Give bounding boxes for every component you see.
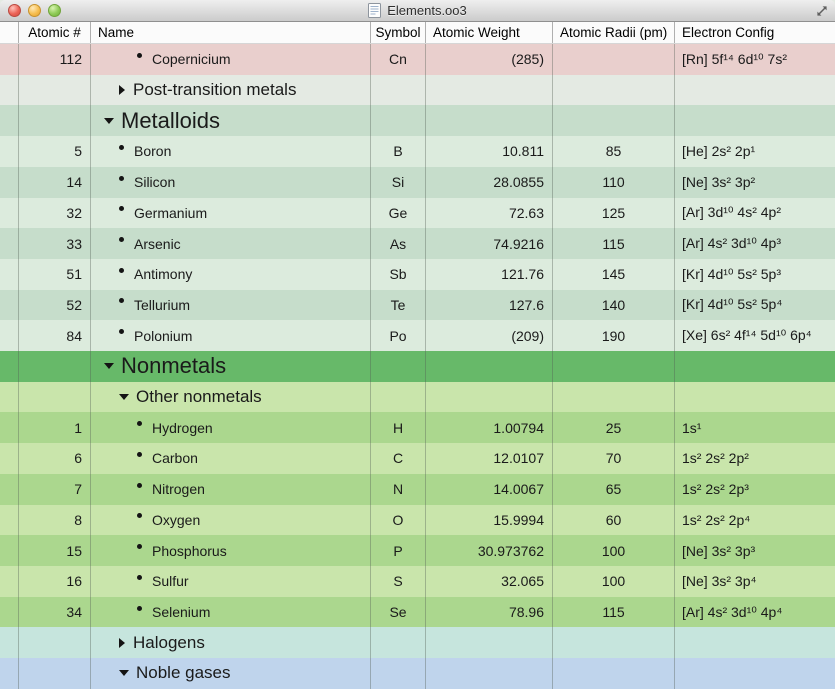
cell-name[interactable]: Selenium	[152, 604, 211, 620]
outline-row-nitrogen[interactable]	[0, 474, 835, 505]
column-header-atomic-radii[interactable]: Atomic Radii (pm)	[553, 22, 675, 43]
window-controls	[8, 4, 61, 17]
row-gutter	[0, 105, 19, 136]
row-handle-bullet-icon[interactable]	[119, 176, 124, 181]
disclosure-triangle-expanded-icon[interactable]	[119, 394, 129, 400]
row-gutter	[0, 658, 19, 689]
minimize-button[interactable]	[28, 4, 41, 17]
fullscreen-icon[interactable]	[815, 4, 829, 18]
cell-name[interactable]: Silicon	[134, 174, 176, 191]
outline-row-silicon[interactable]	[0, 167, 835, 198]
window-title: Elements.oo3	[387, 2, 467, 18]
cell-atomic-radii[interactable]: 65	[605, 481, 622, 498]
disclosure-triangle-expanded-icon[interactable]	[104, 363, 114, 369]
cell-electron-config[interactable]: [Kr] 4d¹⁰ 5s² 5p³	[682, 265, 781, 282]
cell-name[interactable]: Hydrogen	[152, 419, 213, 436]
cell-atomic-number[interactable]: 7	[74, 481, 82, 498]
outline-row-arsenic[interactable]	[0, 228, 835, 259]
row-handle-bullet-icon[interactable]	[119, 237, 124, 242]
cell-name[interactable]: Nonmetals	[121, 353, 227, 379]
cell-atomic-number[interactable]: 51	[66, 266, 82, 283]
row-gutter	[0, 320, 19, 351]
zoom-button[interactable]	[48, 4, 61, 17]
row-gutter	[0, 259, 19, 290]
cell-atomic-number[interactable]: 34	[66, 604, 82, 620]
row-gutter	[0, 443, 19, 474]
cell-electron-config[interactable]: [Ar] 4s² 3d¹⁰ 4p⁴	[682, 603, 783, 620]
disclosure-triangle-collapsed-icon[interactable]	[119, 85, 125, 95]
column-header-symbol[interactable]: Symbol	[371, 22, 426, 43]
row-gutter	[0, 228, 19, 259]
cell-atomic-number[interactable]: 16	[66, 573, 82, 590]
row-handle-bullet-icon[interactable]	[137, 575, 142, 580]
row-gutter	[0, 382, 19, 413]
cell-atomic-number[interactable]: 14	[66, 174, 82, 191]
cell-atomic-radii[interactable]: 125	[601, 204, 626, 221]
outline-row-antimony[interactable]	[0, 259, 835, 290]
cell-symbol[interactable]: Po	[389, 327, 407, 344]
cell-atomic-radii[interactable]: 115	[602, 235, 625, 252]
outline-row-tellurium[interactable]	[0, 290, 835, 321]
cell-electron-config[interactable]: [Kr] 4d¹⁰ 5s² 5p⁴	[682, 296, 783, 313]
cell-symbol[interactable]: Ge	[388, 204, 408, 221]
outline-row-sulfur[interactable]	[0, 566, 835, 597]
row-gutter	[0, 627, 19, 658]
row-gutter	[0, 44, 19, 75]
column-header-atomic-weight[interactable]: Atomic Weight	[426, 22, 553, 43]
cell-name[interactable]: Sulfur	[152, 573, 189, 590]
cell-atomic-weight[interactable]: (209)	[511, 327, 544, 344]
outline-row-nonmetals[interactable]	[0, 351, 835, 382]
outline-row-boron[interactable]	[0, 136, 835, 167]
disclosure-triangle-expanded-icon[interactable]	[119, 670, 129, 676]
row-handle-bullet-icon[interactable]	[137, 452, 142, 457]
cell-atomic-number[interactable]: 84	[66, 327, 82, 344]
cell-symbol[interactable]: H	[392, 419, 404, 436]
cell-symbol[interactable]: Sb	[389, 266, 407, 283]
cell-atomic-radii[interactable]: 100	[601, 542, 626, 559]
cell-atomic-radii[interactable]: 25	[605, 419, 622, 436]
cell-atomic-weight[interactable]: 15.9994	[493, 511, 544, 528]
row-gutter	[0, 535, 19, 566]
cell-symbol[interactable]: Cn	[389, 51, 407, 68]
cell-symbol[interactable]: O	[392, 511, 404, 528]
cell-electron-config[interactable]: [Ne] 3s² 3p³	[682, 542, 756, 559]
outline-row-hydrogen[interactable]	[0, 412, 835, 443]
cell-name[interactable]: Metalloids	[121, 107, 221, 133]
close-button[interactable]	[8, 4, 21, 17]
row-gutter	[0, 167, 19, 198]
cell-name[interactable]: Halogens	[133, 632, 205, 652]
column-header-row	[0, 22, 835, 44]
row-gutter	[0, 412, 19, 443]
cell-atomic-radii[interactable]: 85	[605, 143, 622, 160]
cell-name[interactable]: Nitrogen	[152, 481, 205, 498]
row-gutter	[0, 198, 19, 229]
cell-atomic-weight[interactable]: 14.0067	[493, 481, 544, 498]
cell-symbol[interactable]: P	[393, 542, 403, 559]
cell-atomic-number[interactable]: 8	[74, 511, 82, 528]
cell-symbol[interactable]: Se	[389, 604, 407, 620]
row-handle-bullet-icon[interactable]	[119, 329, 124, 334]
cell-atomic-number[interactable]: 32	[66, 204, 82, 221]
cell-electron-config[interactable]: 1s² 2s² 2p³	[682, 481, 749, 498]
cell-atomic-radii[interactable]: 60	[605, 511, 622, 528]
outline-row-oxygen[interactable]	[0, 505, 835, 536]
cell-name[interactable]: Polonium	[134, 327, 193, 344]
cell-atomic-weight[interactable]: 12.0107	[493, 450, 544, 467]
cell-symbol[interactable]: C	[392, 450, 404, 467]
row-gutter	[0, 290, 19, 321]
outline-row-phosphorus[interactable]	[0, 535, 835, 566]
row-handle-bullet-icon[interactable]	[119, 206, 124, 211]
cell-name[interactable]: Other nonmetals	[136, 387, 262, 407]
outline-row-selenium[interactable]	[0, 597, 835, 628]
row-handle-bullet-icon[interactable]	[119, 145, 124, 150]
cell-atomic-number[interactable]: 52	[66, 296, 82, 313]
row-handle-bullet-icon[interactable]	[137, 544, 142, 549]
outline-row-polonium[interactable]	[0, 320, 835, 351]
cell-atomic-weight[interactable]: 32.065	[501, 573, 544, 590]
cell-atomic-number[interactable]: 1	[74, 419, 82, 436]
cell-name[interactable]: Oxygen	[152, 511, 201, 528]
cell-atomic-number[interactable]: 6	[74, 450, 82, 467]
cell-symbol[interactable]: S	[393, 573, 403, 590]
cell-name[interactable]: Post-transition metals	[133, 80, 297, 100]
cell-electron-config[interactable]: [Ar] 3d¹⁰ 4s² 4p²	[682, 204, 781, 221]
row-handle-bullet-icon[interactable]	[137, 421, 142, 426]
row-gutter	[0, 75, 19, 106]
outline-row-carbon[interactable]	[0, 443, 835, 474]
cell-electron-config[interactable]: [Ne] 3s² 3p²	[682, 174, 756, 191]
cell-atomic-weight[interactable]: 78.96	[508, 604, 544, 620]
cell-symbol[interactable]: N	[392, 481, 404, 498]
cell-name[interactable]: Arsenic	[134, 235, 181, 252]
cell-atomic-radii[interactable]: 140	[601, 296, 626, 313]
cell-name[interactable]: Copernicium	[152, 51, 231, 68]
row-handle-bullet-icon[interactable]	[137, 483, 142, 488]
row-gutter	[0, 474, 19, 505]
cell-atomic-number[interactable]: 5	[74, 143, 82, 160]
cell-atomic-weight[interactable]: 28.0855	[493, 174, 544, 191]
cell-atomic-number[interactable]: 112	[59, 51, 82, 68]
outline-row-other-nonmetals[interactable]	[0, 382, 835, 413]
row-handle-bullet-icon[interactable]	[119, 298, 124, 303]
row-handle-bullet-icon[interactable]	[137, 513, 142, 518]
cell-electron-config[interactable]: [He] 2s² 2p¹	[682, 143, 756, 160]
row-gutter	[0, 566, 19, 597]
outline-row-germanium[interactable]	[0, 198, 835, 229]
cell-atomic-weight[interactable]: 74.9216	[493, 235, 544, 252]
cell-name[interactable]: Antimony	[134, 266, 193, 283]
cell-name[interactable]: Germanium	[134, 204, 208, 221]
cell-atomic-weight[interactable]: 1.00794	[493, 419, 544, 436]
cell-name[interactable]: Phosphorus	[152, 542, 227, 559]
cell-electron-config[interactable]: 1s¹	[682, 419, 702, 436]
header-gutter	[0, 22, 19, 43]
cell-symbol[interactable]: Te	[390, 296, 406, 313]
cell-symbol[interactable]: B	[393, 143, 403, 160]
cell-atomic-weight[interactable]: 127.6	[508, 296, 544, 313]
row-handle-bullet-icon[interactable]	[137, 606, 142, 611]
row-gutter	[0, 505, 19, 536]
cell-electron-config[interactable]: [Rn] 5f¹⁴ 6d¹⁰ 7s²	[682, 50, 787, 67]
cell-atomic-number[interactable]: 33	[66, 235, 82, 252]
row-handle-bullet-icon[interactable]	[137, 53, 142, 58]
disclosure-triangle-collapsed-icon[interactable]	[119, 638, 125, 648]
cell-electron-config[interactable]: [Ar] 4s² 3d¹⁰ 4p³	[682, 235, 781, 252]
cell-electron-config[interactable]: [Xe] 6s² 4f¹⁴ 5d¹⁰ 6p⁴	[682, 327, 812, 344]
outline-row-post-transition-metals[interactable]	[0, 75, 835, 106]
row-gutter	[0, 136, 19, 167]
title-group	[0, 0, 835, 20]
column-header-atomic-number[interactable]: Atomic #	[19, 22, 91, 43]
cell-name[interactable]: Boron	[134, 143, 172, 160]
cell-atomic-weight[interactable]: 121.76	[501, 266, 544, 283]
cell-atomic-number[interactable]: 15	[66, 542, 82, 559]
outline-row-noble-gases[interactable]	[0, 658, 835, 689]
outline-row-copernicium[interactable]	[0, 44, 835, 75]
cell-atomic-weight[interactable]: (285)	[511, 51, 544, 68]
cell-name[interactable]: Tellurium	[134, 296, 191, 313]
cell-electron-config[interactable]: [Ne] 3s² 3p⁴	[682, 573, 757, 590]
outline-row-metalloids[interactable]	[0, 105, 835, 136]
column-header-name[interactable]: Name	[91, 22, 371, 43]
row-handle-bullet-icon[interactable]	[119, 268, 124, 273]
cell-name[interactable]: Noble gases	[136, 663, 231, 683]
cell-atomic-radii[interactable]: 115	[602, 604, 625, 620]
cell-atomic-radii[interactable]: 145	[601, 266, 626, 283]
cell-symbol[interactable]: Si	[391, 174, 405, 191]
cell-atomic-radii[interactable]: 110	[602, 174, 625, 191]
cell-electron-config[interactable]: 1s² 2s² 2p⁴	[682, 511, 751, 528]
cell-atomic-weight[interactable]: 10.811	[502, 143, 544, 160]
disclosure-triangle-expanded-icon[interactable]	[104, 118, 114, 124]
cell-atomic-weight[interactable]: 72.63	[508, 204, 544, 221]
cell-atomic-radii[interactable]: 100	[601, 573, 626, 590]
cell-atomic-radii[interactable]: 70	[605, 450, 622, 467]
cell-name[interactable]: Carbon	[152, 450, 198, 467]
outline-row-halogens[interactable]	[0, 627, 835, 658]
outline-body	[0, 44, 835, 689]
document-proxy-icon[interactable]	[368, 3, 381, 18]
titlebar[interactable]	[0, 0, 835, 22]
cell-atomic-radii[interactable]: 190	[601, 327, 626, 344]
column-header-electron-config[interactable]: Electron Config	[682, 25, 775, 40]
row-gutter	[0, 597, 19, 628]
cell-electron-config[interactable]: 1s² 2s² 2p²	[682, 450, 749, 467]
cell-atomic-weight[interactable]: 30.973762	[477, 542, 544, 559]
row-gutter	[0, 351, 19, 382]
cell-symbol[interactable]: As	[389, 235, 407, 252]
